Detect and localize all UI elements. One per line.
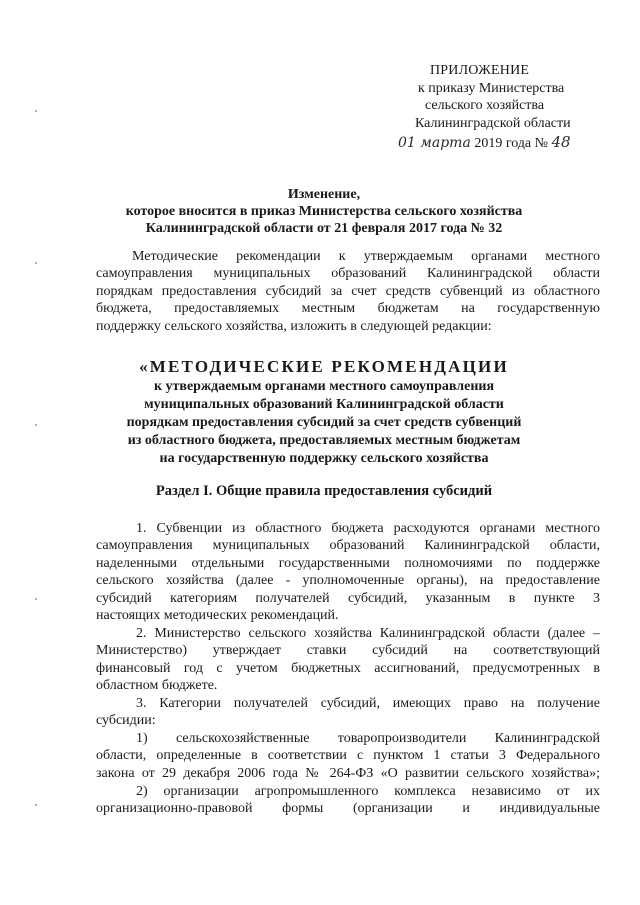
text-line: 1) сельскохозяйственные товаропроизводители Калининградской — [136, 731, 600, 746]
handwritten-number: 48 — [551, 133, 571, 151]
document-title — [60, 186, 588, 237]
text-line: порядкам предоставления субсидий за счет средств субвенций из областного — [96, 283, 600, 299]
text-line: поддержку сельского хозяйства, изложить в следующей редакции: — [96, 318, 492, 334]
title-line-2: которое вносится в приказ Министерства сельского хозяйства — [125, 204, 523, 219]
scan-speck — [35, 110, 37, 112]
appendix-region: Калининградской области — [415, 115, 571, 131]
text-line: закона от 29 декабря 2006 года № 264-ФЗ «О развитии сельского хозяйства»; — [96, 765, 600, 781]
intro-paragraph — [96, 248, 600, 335]
text-line: настоящих методических рекомендаций. — [96, 608, 339, 624]
scan-speck — [35, 598, 37, 600]
scan-speck — [35, 262, 37, 264]
paragraph-3 — [96, 695, 600, 730]
scan-speck — [35, 424, 37, 426]
paragraph-5 — [96, 783, 600, 818]
text-line: наделенными отдельными государственными полномочиями по поддержке — [96, 555, 600, 571]
text-line: сельского хозяйства (далее - уполномоченные органы), на предоставление — [96, 573, 600, 589]
section-heading: Раздел I. Общие правила предоставления субсидий — [155, 483, 493, 499]
title-line-1: Изменение, — [287, 187, 361, 202]
appendix-label: ПРИЛОЖЕНИЕ — [430, 63, 530, 78]
method-recommendations-title — [60, 356, 588, 468]
text-line: 2) организации агропромышленного комплекса независимо от их — [136, 784, 600, 799]
paragraph-4 — [96, 730, 600, 782]
text-line: Министерство) утверждает ставки субсидий на соответствующий — [96, 643, 600, 659]
text-line: областном бюджете. — [96, 678, 218, 694]
appendix-ministry: сельского хозяйства — [425, 98, 545, 113]
text-line: Методические рекомендации к утверждаемым органами местного — [132, 249, 600, 264]
appendix-header — [400, 62, 600, 132]
paragraph-1 — [96, 520, 600, 624]
scan-speck — [35, 804, 37, 806]
text-line: 1. Субвенции из областного бюджета расходуются органами местного — [136, 521, 600, 536]
method-title-heading: «МЕТОДИЧЕСКИЕ РЕКОМЕНДАЦИИ — [139, 357, 509, 376]
year-text: 2019 года № — [474, 136, 548, 151]
text-line: субсидии: — [96, 713, 156, 729]
method-title-line: к утверждаемым органами местного самоуправления — [153, 379, 495, 394]
method-title-line: на государственную поддержку сельского хозяйства — [159, 451, 489, 466]
text-line: субсидий категориям получателей субсидий, указанным в пункте 3 — [96, 590, 600, 606]
text-line: области, определенные в соответствии с пунктом 1 статьи 3 Федерального — [96, 748, 600, 764]
method-title-line: из областного бюджета, предоставляемых местным бюджетам — [127, 433, 521, 448]
text-line: самоуправления муниципальных образований Калининградской области — [96, 266, 600, 282]
title-line-3: Калининградской области от 21 февраля 2017 года № 32 — [145, 221, 503, 236]
text-line: бюджета, предоставляемых местным бюджетам на государственную — [96, 301, 600, 317]
method-title-line: порядкам предоставления субсидий за счет средств субвенций — [126, 415, 522, 430]
text-line: 2. Министерство сельского хозяйства Калининградской области (далее – — [136, 626, 600, 641]
appendix-date-line — [398, 133, 571, 152]
method-title-line: муниципальных образований Калининградской области — [144, 397, 504, 412]
text-line: финансовый год с учетом бюджетных ассигнований, предусмотренных в — [96, 660, 600, 676]
appendix-order-ref: к приказу Министерства — [418, 80, 565, 96]
text-line: 3. Категории получателей субсидий, имеющих право на получение — [136, 696, 600, 711]
text-line: организационно-правовой формы (организации и индивидуальные — [96, 801, 600, 817]
paragraph-2 — [96, 625, 600, 695]
handwritten-date: 01 марта — [398, 135, 471, 151]
text-line: самоуправления муниципальных образований Калининградской области, — [96, 538, 600, 554]
